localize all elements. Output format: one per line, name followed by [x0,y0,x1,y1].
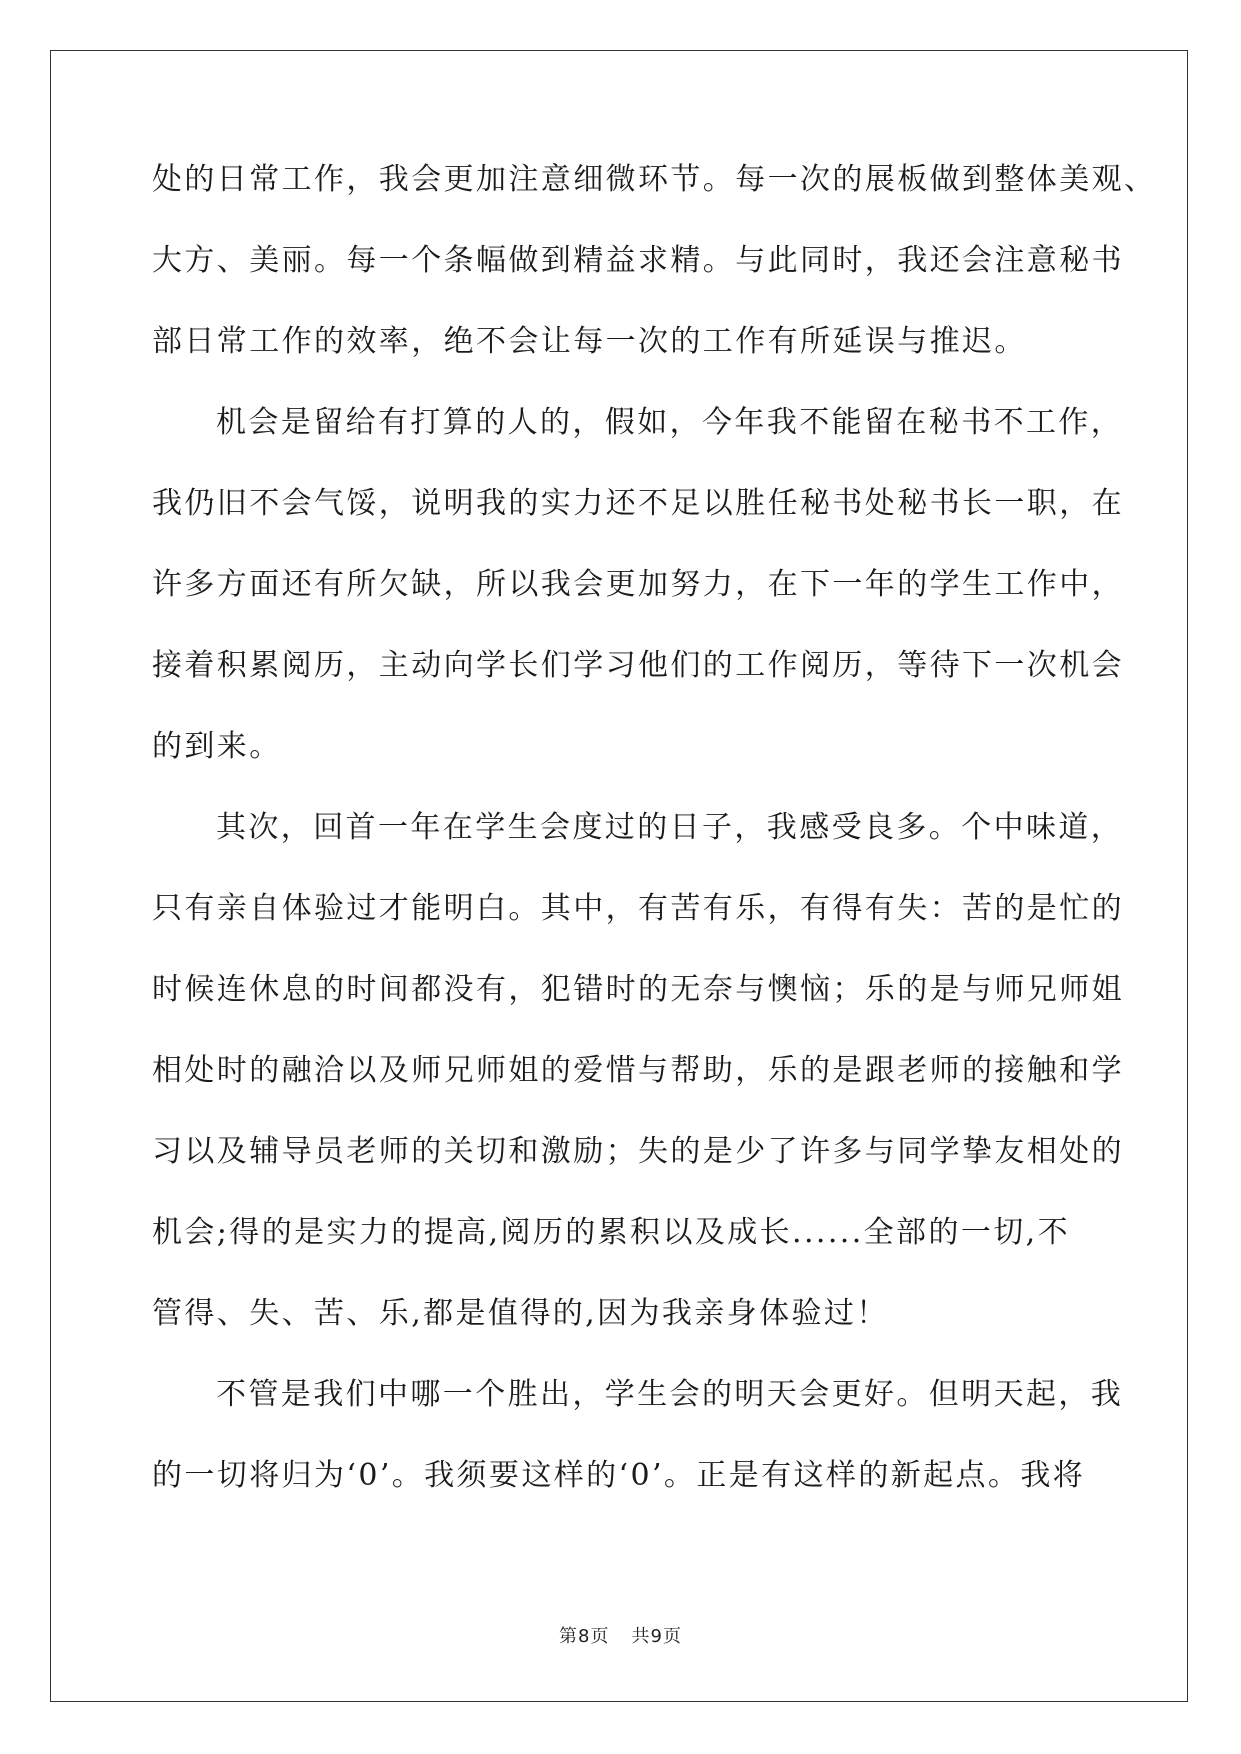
text-line: 处的日常工作，我会更加注意细微环节。每一次的展板做到整体美观、 [152,162,1157,197]
total-suffix: 页 [662,1626,682,1647]
current-page-number: 8 [578,1626,591,1647]
text-line: 习以及辅导员老师的关切和激励；失的是少了许多与同学挚友相处的 [152,1134,1124,1169]
text-line: 的一切将归为‘0’。我须要这样的‘0’。正是有这样的新起点。我将 [152,1458,1086,1493]
text-line: 我仍旧不会气馁，说明我的实力还不足以胜任秘书处秘书长一职，在 [152,486,1124,521]
total-prefix: 共 [631,1626,651,1647]
document-body [152,150,1157,1527]
paragraph-start-line: 其次，回首一年在学生会度过的日子，我感受良多。个中味道， [216,810,1124,845]
text-line: 相处时的融洽以及师兄师姐的爱惜与帮助，乐的是跟老师的接触和学 [152,1053,1124,1088]
text-line: 时候连休息的时间都没有，犯错时的无奈与懊恼；乐的是与师兄师姐 [152,972,1124,1007]
text-line: 许多方面还有所欠缺，所以我会更加努力，在下一年的学生工作中， [152,567,1124,602]
text-line: 部日常工作的效率，绝不会让每一次的工作有所延误与推迟。 [152,324,1027,359]
page-suffix: 页 [590,1626,610,1647]
page-prefix: 第 [559,1626,579,1647]
paragraph-start-line: 不管是我们中哪一个胜出，学生会的明天会更好。但明天起，我 [216,1377,1124,1412]
paragraph-start-line: 机会是留给有打算的人的，假如，今年我不能留在秘书不工作， [216,405,1124,440]
text-line: 只有亲自体验过才能明白。其中，有苦有乐，有得有失：苦的是忙的 [152,891,1124,926]
text-line: 的到来。 [152,729,282,764]
text-line: 大方、美丽。每一个条幅做到精益求精。与此同时，我还会注意秘书 [152,243,1124,278]
text-line: 机会;得的是实力的提高,阅历的累积以及成长......全部的一切,不 [152,1215,1070,1250]
text-line: 管得、失、苦、乐,都是值得的,因为我亲身体验过！ [152,1296,889,1331]
page-footer [0,1622,1241,1648]
text-line: 接着积累阅历，主动向学长们学习他们的工作阅历，等待下一次机会 [152,648,1124,683]
total-page-number: 9 [650,1626,663,1647]
